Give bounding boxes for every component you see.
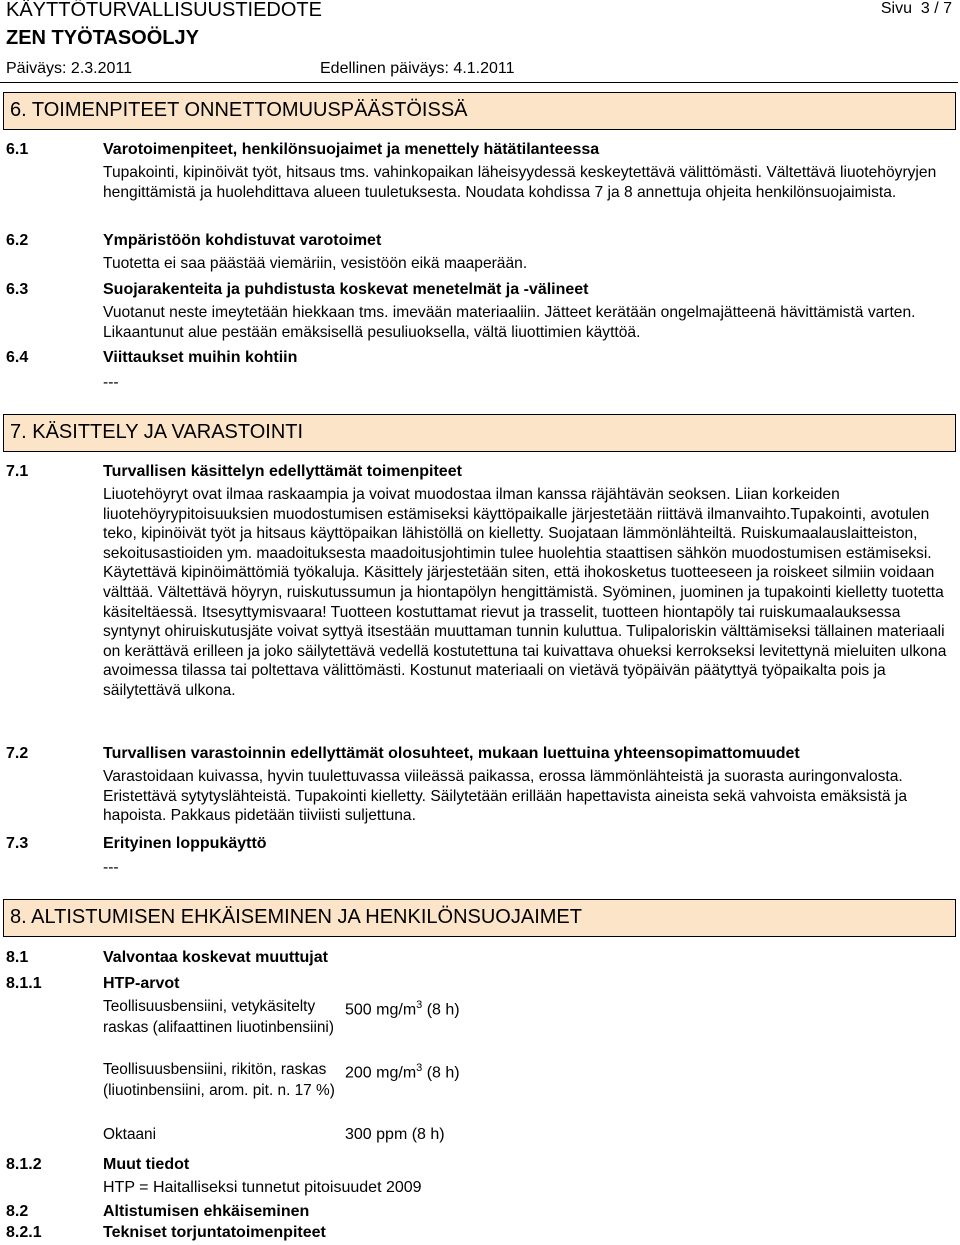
htp-row-1-name: Teollisuusbensiini, vetykäsitelty raskas (alifaattinen liuotinbensiini): [103, 998, 334, 1036]
htp-row-2-exponent: 3: [416, 1062, 423, 1074]
section-6-heading: [3, 92, 956, 130]
htp-row-2-name: Teollisuusbensiini, rikitön, raskas (liuotinbensiini, arom. pit. n. 17 %): [103, 1061, 335, 1099]
htp-row-1-period: (8 h): [422, 1001, 460, 1019]
section-6-4-number: 6.4: [6, 349, 29, 366]
section-8-2-1-heading: Tekniset torjuntatoimenpiteet: [103, 1224, 326, 1241]
section-7-1-number: 7.1: [6, 463, 29, 480]
page-indicator: [881, 0, 952, 18]
document-title: KÄYTTÖTURVALLISUUSTIEDOTE: [6, 0, 322, 21]
section-7-3-heading: Erityinen loppukäyttö: [103, 835, 267, 852]
page-label: Sivu: [880, 0, 912, 17]
section-6-2-text: Tuotetta ei saa päästää viemäriin, vesistöön eikä maaperään.: [103, 255, 528, 272]
htp-row-2-period: (8 h): [422, 1064, 460, 1082]
section-7-2-number: 7.2: [6, 745, 29, 762]
htp-row-2-amount: 200 mg/m: [345, 1064, 417, 1082]
issue-date: Päiväys: 2.3.2011: [6, 60, 133, 77]
section-8-1-2-number: 8.1.2: [6, 1156, 42, 1173]
section-8-heading: [3, 899, 956, 937]
section-8-title: 8. ALTISTUMISEN EHKÄISEMINEN JA HENKILÖNSUOJAIMET: [10, 906, 582, 928]
section-6-3-heading: Suojarakenteita ja puhdistusta koskevat menetelmät ja -välineet: [103, 281, 589, 298]
section-6-1-number: 6.1: [6, 141, 29, 158]
product-name: ZEN TYÖTASOÖLJY: [6, 27, 199, 49]
section-6-3-text: Vuotanut neste imeytetään hiekkaan tms. imevään materiaaliin. Jätteet kerätään ongelmajätteenä hävittämistä varten. Likaantunut alue pestään emäksisellä pesuliuoksella, vältä liuottimien käyttöä.: [103, 304, 916, 341]
section-7-title: 7. KÄSITTELY JA VARASTOINTI: [10, 421, 304, 443]
section-6-1-text: Tupakointi, kipinöivät työt, hitsaus tms. vahinkopaikan läheisyydessä keskeytettävä välittömästi. Vältettävä liuotehöyryjen hengittämistä ja huolehdittava alueen tuuletuksesta. Noudata kohdissa 7 ja 8 annettuja ohjeita henkilönsuojaimista.: [103, 164, 937, 201]
section-8-1-2-text: HTP = Haitalliseksi tunnetut pitoisuudet 2009: [103, 1179, 422, 1196]
htp-row-1-exponent: 3: [416, 999, 423, 1011]
section-7-2-heading: Turvallisen varastoinnin edellyttämät olosuhteet, mukaan luettuina yhteensopimattomuudet: [103, 745, 800, 762]
section-7-heading: [3, 414, 956, 452]
section-6-1-heading: Varotoimenpiteet, henkilönsuojaimet ja menettely hätätilanteessa: [103, 141, 600, 158]
section-6-3-number: 6.3: [6, 281, 29, 298]
section-8-1-1-number: 8.1.1: [6, 975, 42, 992]
htp-row-2-value: [345, 1062, 460, 1082]
section-7-3-number: 7.3: [6, 835, 29, 852]
section-8-1-number: 8.1: [6, 949, 29, 966]
section-8-1-1-heading: HTP-arvot: [103, 975, 180, 992]
section-6-4-heading: Viittaukset muihin kohtiin: [103, 349, 298, 366]
section-7-1-text: Liuotehöyryt ovat ilmaa raskaampia ja voivat muodostaa ilman kanssa räjähtävän seoksen. Liian korkeiden liuotehöyrypitoisuuksien muodostumisen estämiseksi käyttöpaikalle järjestetään riittävä ilmanvaihto.Tupakointi, avotulen teko, kipinöivät työt ja hitsaus käyttöpaikan lähistöllä on kielletty. Suojataan lämmönlähteiltä. Ruiskumaalauslaitteiston, sekoitusastioiden ym. maadoituksesta maadoitusjohtimin tulee huolehtia staattisen sähkön muodostumisen estämiseksi. Käytettävä kipinöimättömiä työkaluja. Käsittely järjestetään siten, että ihokosketus tuotteeseen ja roiskeet silmiin voidaan välttää. Vältettävä höyryn, ruiskutussumun ja hiontapölyn hengittämistä. Syöminen, juominen ja tupakointi kielletty tuotetta käsiteltäessä. Itsesyttymisvaara! Tuotteen kostuttamat rievut ja trasselit, tuotteen hiontapöly tai ruiskumaalauksessa syntynyt ohiruiskutusjäte voivat syttyä itsestään muuttaman tunnin kuluttua. Tulipaloriskin välttämiseksi tällainen materiaali on kerättävä erilleen ja joko säilytettävä vedellä kostutettuna tai kuivattava ohueksi kerrokseksi levitettynä mieluiten ulkona avoimessa tilassa tai poltettava välittömästi. Kostunut materiaali on vietävä työpäivän päätyttyä työpaikalta pois ja säilytettävä ulkona.: [103, 486, 947, 699]
previous-date: Edellinen päiväys: 4.1.2011: [320, 60, 515, 77]
header-divider: [0, 82, 958, 83]
section-6-4-text: ---: [103, 374, 119, 391]
section-8-1-heading: Valvontaa koskevat muuttujat: [103, 949, 328, 966]
section-6-title: 6. TOIMENPITEET ONNETTOMUUSPÄÄSTÖISSÄ: [10, 99, 468, 121]
section-6-2-heading: Ympäristöön kohdistuvat varotoimet: [103, 232, 382, 249]
section-7-1-heading: Turvallisen käsittelyn edellyttämät toimenpiteet: [103, 463, 462, 480]
page-number: 3 / 7: [920, 0, 952, 17]
section-6-2-number: 6.2: [6, 232, 29, 249]
htp-row-3-name: Oktaani: [103, 1126, 157, 1143]
section-8-2-heading: Altistumisen ehkäiseminen: [103, 1203, 310, 1220]
htp-row-1-value: [345, 999, 460, 1019]
section-8-1-2-heading: Muut tiedot: [103, 1156, 190, 1173]
section-8-2-1-number: 8.2.1: [6, 1224, 42, 1241]
htp-row-1-amount: 500 mg/m: [345, 1001, 417, 1019]
section-7-3-text: ---: [103, 859, 119, 876]
section-8-2-number: 8.2: [6, 1203, 29, 1220]
htp-row-3-value: 300 ppm (8 h): [345, 1126, 445, 1143]
section-7-2-text: Varastoidaan kuivassa, hyvin tuulettuvassa viileässä paikassa, erossa lämmönlähteistä ja suorasta auringonvalosta. Eristettävä sytytyslähteistä. Tupakointi kielletty. Säilytetään erillään hapettavista aineista sekä vahvoista emäksistä ja hapoista. Pakkaus pidetään tiiviisti suljettuna.: [103, 768, 908, 825]
